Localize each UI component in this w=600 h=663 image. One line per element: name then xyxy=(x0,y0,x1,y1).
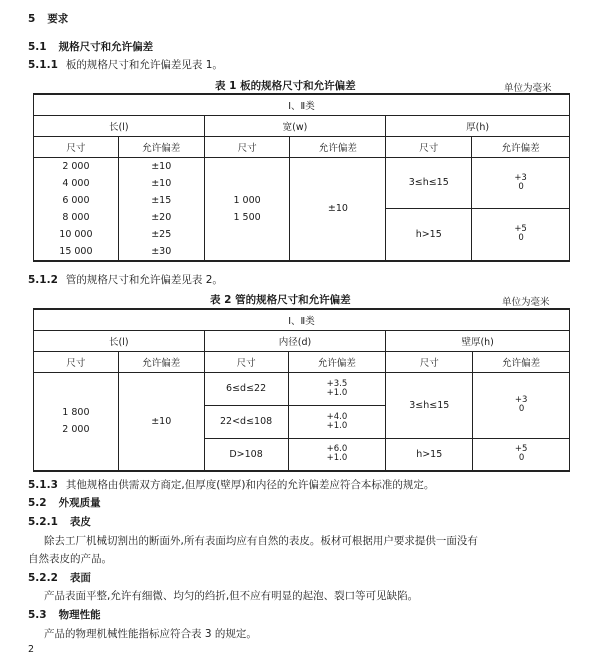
section-5-1-heading xyxy=(28,40,153,54)
section-5-2-heading xyxy=(28,496,101,510)
paragraph-text: 板的规格尺寸和允许偏差见表 1。 xyxy=(65,59,223,71)
section-number: 5.1 xyxy=(28,41,47,53)
table-2-wall-header: 壁厚(h) xyxy=(386,330,570,351)
section-title: 规格尺寸和允许偏差 xyxy=(58,41,154,53)
tolerance-stack xyxy=(514,225,527,243)
table-2-inner-tol xyxy=(288,438,386,471)
table-2-wall-size: 3≤h≤15 xyxy=(386,372,473,438)
paragraph-5-2-1-line-2: 自然表皮的产品。 xyxy=(28,553,112,565)
section-5-1-1 xyxy=(28,58,223,72)
table-2-inner-tol xyxy=(288,372,386,405)
table-2-inner-size: 6≤d≤22 xyxy=(204,372,288,405)
tolerance-stack xyxy=(327,445,348,463)
section-5-3-heading xyxy=(28,608,101,622)
table-2-inner-header: 内径(d) xyxy=(204,330,386,351)
table-2-unit: 单位为毫米 xyxy=(502,297,550,308)
table-2-caption: 表 2 管的规格尺寸和允许偏差 xyxy=(210,294,351,306)
cell-value: 6 000 xyxy=(62,194,90,206)
section-number: 5.1.3 xyxy=(28,479,58,491)
tolerance-stack xyxy=(515,445,528,463)
section-number: 5 xyxy=(28,13,36,25)
table-2-sub-size: 尺寸 xyxy=(386,351,473,372)
cell-value: 8 000 xyxy=(62,211,90,223)
section-number: 5.2 xyxy=(28,497,47,509)
section-5-2-2-heading xyxy=(28,571,91,585)
cell-value: ±20 xyxy=(151,211,172,223)
section-5-1-2 xyxy=(28,273,223,287)
table-1-sub-tol: 允许偏差 xyxy=(118,136,204,157)
cell-value: ±15 xyxy=(151,194,172,206)
table-2 xyxy=(33,308,570,472)
table-1-sub-size: 尺寸 xyxy=(386,136,472,157)
table-1-caption: 表 1 板的规格尺寸和允许偏差 xyxy=(215,80,356,92)
section-title: 表皮 xyxy=(69,516,91,528)
table-1-class-row: Ⅰ、Ⅱ类 xyxy=(34,94,570,115)
section-title: 要求 xyxy=(47,13,69,25)
cell-value: ±10 xyxy=(151,177,172,189)
table-1-thickness-header: 厚(h) xyxy=(386,115,570,136)
tolerance-stack xyxy=(327,380,348,398)
table-2-wall-size: h>15 xyxy=(386,438,473,471)
table-1-length-values xyxy=(34,157,119,261)
section-number: 5.2.2 xyxy=(28,572,58,584)
tolerance-lower: 0 xyxy=(518,404,525,414)
cell-value: ±10 xyxy=(151,160,172,172)
table-1-sub-size: 尺寸 xyxy=(34,136,119,157)
table-2-sub-tol: 允许偏差 xyxy=(288,351,386,372)
table-1-width-tol: ±10 xyxy=(290,157,386,261)
tolerance-upper: +5 xyxy=(514,224,527,235)
table-2-sub-tol: 允许偏差 xyxy=(473,351,570,372)
table-1-thickness-tol xyxy=(472,157,570,209)
tolerance-upper: +4.0 xyxy=(326,411,348,422)
cell-value: 15 000 xyxy=(59,245,93,257)
paragraph-text: 其他规格由供需双方商定,但厚度(壁厚)和内径的允许偏差应符合本标准的规定。 xyxy=(65,479,435,491)
section-number: 5.1.2 xyxy=(28,274,58,286)
tolerance-upper: +3.5 xyxy=(326,378,348,389)
cell-value: 4 000 xyxy=(62,177,90,189)
cell-value: ±30 xyxy=(151,245,172,257)
table-2-length-header: 长(l) xyxy=(34,330,205,351)
section-title: 物理性能 xyxy=(58,609,101,621)
table-2-sub-size: 尺寸 xyxy=(34,351,119,372)
tolerance-lower: 0 xyxy=(518,233,524,244)
table-2-inner-size: D>108 xyxy=(204,438,288,471)
table-1-unit: 单位为毫米 xyxy=(504,83,552,94)
table-2-length-values xyxy=(34,372,119,471)
section-number: 5.2.1 xyxy=(28,516,58,528)
table-1-sub-size: 尺寸 xyxy=(204,136,290,157)
tolerance-upper: +3 xyxy=(514,172,527,183)
cell-value: 10 000 xyxy=(59,228,93,240)
table-1-width-header: 宽(w) xyxy=(204,115,386,136)
table-2-length-tol: ±10 xyxy=(118,372,204,471)
table-2-inner-tol xyxy=(288,405,386,438)
table-1-length-header: 长(l) xyxy=(34,115,205,136)
table-1-length-tols xyxy=(118,157,204,261)
tolerance-lower: +1.0 xyxy=(326,453,348,464)
tolerance-stack xyxy=(514,174,527,192)
tolerance-upper: +6.0 xyxy=(326,444,348,455)
section-title: 表面 xyxy=(69,572,91,584)
table-2-inner-size: 22<d≤108 xyxy=(204,405,288,438)
tolerance-lower: 0 xyxy=(518,181,524,192)
tolerance-lower: 0 xyxy=(518,453,525,464)
table-1-thickness-tol xyxy=(472,209,570,261)
cell-value: 1 000 xyxy=(233,194,261,206)
tolerance-lower: +1.0 xyxy=(326,420,348,431)
tolerance-upper: +5 xyxy=(514,444,528,455)
table-2-sub-tol: 允许偏差 xyxy=(118,351,204,372)
table-1-thickness-size: 3≤h≤15 xyxy=(386,157,472,209)
tolerance-stack xyxy=(327,413,348,431)
table-2-sub-size: 尺寸 xyxy=(204,351,288,372)
section-5-2-1-heading xyxy=(28,515,91,529)
cell-value: 2 000 xyxy=(62,160,90,172)
cell-value: ±25 xyxy=(151,228,172,240)
table-1-width-values xyxy=(204,157,290,261)
table-1-thickness-size: h>15 xyxy=(386,209,472,261)
paragraph-5-2-2: 产品表面平整,允许有细微、均匀的绉折,但不应有明显的起泡、裂口等可见缺陷。 xyxy=(44,590,419,602)
tolerance-lower: +1.0 xyxy=(326,387,348,398)
cell-value: 1 800 xyxy=(62,407,90,419)
cell-value: 2 000 xyxy=(62,424,90,436)
cell-value: 1 500 xyxy=(233,211,261,223)
table-2-wall-tol xyxy=(473,372,570,438)
section-number: 5.1.1 xyxy=(28,59,58,71)
section-title: 外观质量 xyxy=(58,497,101,509)
table-1-sub-tol: 允许偏差 xyxy=(472,136,570,157)
paragraph-text: 管的规格尺寸和允许偏差见表 2。 xyxy=(65,274,223,286)
page-number: 2 xyxy=(28,644,35,655)
paragraph-5-2-1-line-1: 除去工厂机械切割出的断面外,所有表面均应有自然的表皮。板材可根据用户要求提供一面没有 xyxy=(44,535,478,547)
table-1-sub-tol: 允许偏差 xyxy=(290,136,386,157)
section-number: 5.3 xyxy=(28,609,47,621)
tolerance-stack xyxy=(515,396,528,414)
table-2-wall-tol xyxy=(473,438,570,471)
section-5-heading xyxy=(28,12,68,26)
table-1 xyxy=(33,93,570,262)
section-5-1-3 xyxy=(28,478,434,492)
tolerance-upper: +3 xyxy=(514,395,528,405)
table-2-class-row: Ⅰ、Ⅱ类 xyxy=(34,309,570,330)
paragraph-5-3: 产品的物理机械性能指标应符合表 3 的规定。 xyxy=(44,628,257,640)
